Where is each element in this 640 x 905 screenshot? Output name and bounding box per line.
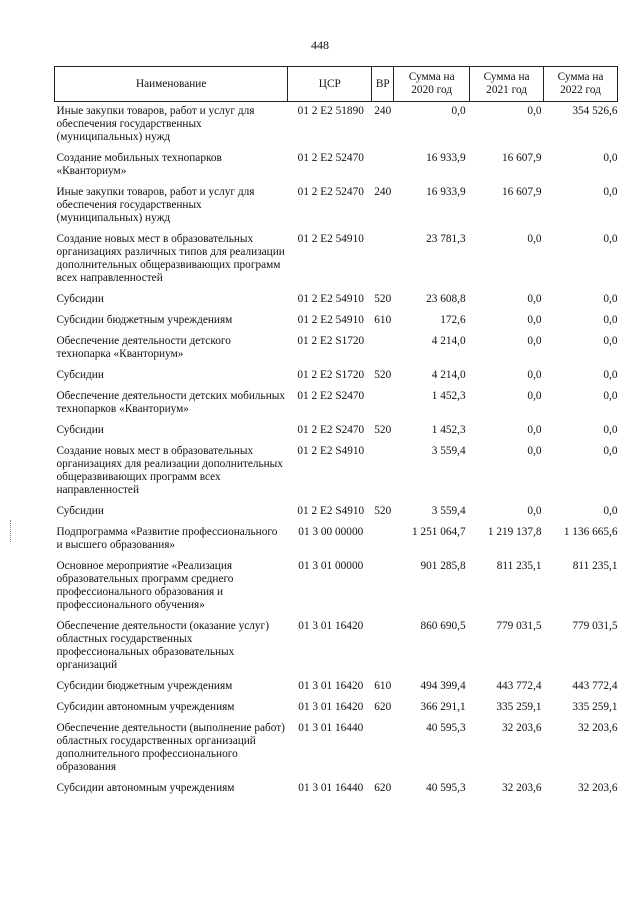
- row-sum-2022: 1 136 665,6: [563, 526, 618, 538]
- row-vr-code: [372, 617, 394, 677]
- row-sum-2021: 335 259,1: [496, 701, 542, 713]
- row-sum-2022: 0,0: [603, 335, 618, 347]
- row-csr-code: 01 3 00 00000: [298, 526, 364, 538]
- row-csr-code: 01 3 01 00000: [298, 560, 364, 572]
- row-vr-code: [372, 442, 394, 502]
- margin-scan-mark: [10, 520, 12, 542]
- row-csr-code: 01 2 E2 54910: [297, 233, 364, 245]
- table-row: [55, 149, 618, 183]
- row-csr-code: 01 3 01 16440: [298, 782, 364, 794]
- row-sum-2020: 1 452,3: [431, 424, 466, 436]
- row-vr-code: 610: [374, 680, 392, 692]
- row-sum-2020: 172,6: [440, 314, 466, 326]
- row-sum-2021: 0,0: [527, 505, 542, 517]
- row-name: Субсидии: [56, 505, 104, 517]
- column-header-vr: ВР: [372, 67, 394, 102]
- row-sum-2021: 0,0: [527, 424, 542, 436]
- row-csr-code: 01 3 01 16440: [298, 722, 364, 734]
- row-sum-2022: 0,0: [603, 424, 618, 436]
- row-name: Подпрограмма «Развитие профессионального и высшего образования»: [56, 526, 278, 551]
- table-row: [55, 557, 618, 617]
- row-name: Субсидии автономным учреждениям: [56, 782, 235, 794]
- table-row: [55, 366, 618, 387]
- row-sum-2021: 0,0: [527, 233, 542, 245]
- row-vr-code: [372, 387, 394, 421]
- row-sum-2022: 0,0: [603, 314, 618, 326]
- row-sum-2020: 23 781,3: [426, 233, 466, 245]
- row-vr-code: 610: [374, 314, 392, 326]
- row-csr-code: 01 2 E2 S2470: [297, 390, 365, 402]
- row-sum-2020: 366 291,1: [420, 701, 466, 713]
- row-sum-2021: 0,0: [527, 105, 542, 117]
- row-vr-code: 520: [374, 369, 392, 381]
- row-csr-code: 01 2 E2 52470: [297, 152, 364, 164]
- row-name: Субсидии автономным учреждениям: [56, 701, 235, 713]
- row-vr-code: [372, 332, 394, 366]
- row-vr-code: 520: [374, 293, 392, 305]
- row-sum-2022: 0,0: [603, 293, 618, 305]
- row-sum-2021: 16 607,9: [502, 186, 542, 198]
- table-body: [55, 102, 618, 801]
- row-sum-2020: 16 933,9: [426, 152, 466, 164]
- table-row: [55, 183, 618, 230]
- table-row: [55, 290, 618, 311]
- row-vr-code: 520: [374, 505, 392, 517]
- row-vr-code: 620: [374, 701, 392, 713]
- row-csr-code: 01 3 01 16420: [298, 701, 364, 713]
- row-sum-2020: 3 559,4: [431, 445, 466, 457]
- row-vr-code: 620: [374, 782, 392, 794]
- row-name: Обеспечение деятельности детского технопарка «Кванториум»: [56, 335, 231, 360]
- row-sum-2022: 335 259,1: [572, 701, 618, 713]
- row-vr-code: 240: [374, 105, 392, 117]
- row-name: Создание новых мест в образовательных организациях различных типов для реализации дополнительных общеразвивающих программ всех направленностей: [56, 233, 285, 284]
- row-sum-2020: 860 690,5: [420, 620, 466, 632]
- table-row: [55, 387, 618, 421]
- row-name: Основное мероприятие «Реализация образовательных программ среднего профессионального образования и профессионального обучения»: [56, 560, 234, 611]
- row-sum-2021: 1 219 137,8: [487, 526, 542, 538]
- row-csr-code: 01 2 E2 S1720: [297, 369, 365, 381]
- row-vr-code: [372, 557, 394, 617]
- row-csr-code: 01 2 E2 52470: [297, 186, 364, 198]
- budget-table: [54, 66, 618, 800]
- row-csr-code: 01 2 E2 S2470: [297, 424, 365, 436]
- row-sum-2020: 1 251 064,7: [411, 526, 466, 538]
- row-csr-code: 01 2 E2 54910: [297, 314, 364, 326]
- table-row: [55, 502, 618, 523]
- row-sum-2022: 32 203,6: [577, 722, 618, 734]
- row-csr-code: 01 3 01 16420: [298, 680, 364, 692]
- row-sum-2021: 0,0: [527, 390, 542, 402]
- row-sum-2020: 3 559,4: [431, 505, 466, 517]
- row-sum-2022: 0,0: [603, 445, 618, 457]
- row-csr-code: 01 2 E2 51890: [297, 105, 364, 117]
- column-header-csr: ЦСР: [288, 67, 372, 102]
- row-name: Создание мобильных технопарков «Кванториум»: [56, 152, 222, 177]
- row-sum-2020: 40 595,3: [426, 782, 466, 794]
- row-sum-2021: 443 772,4: [496, 680, 542, 692]
- row-csr-code: 01 2 E2 S4910: [297, 505, 365, 517]
- row-sum-2021: 0,0: [527, 293, 542, 305]
- row-sum-2021: 32 203,6: [502, 782, 542, 794]
- table-header: [55, 67, 618, 102]
- row-sum-2021: 779 031,5: [496, 620, 542, 632]
- row-name: Иные закупки товаров, работ и услуг для обеспечения государственных (муниципальных) нужд: [56, 186, 255, 224]
- row-name: Субсидии: [56, 369, 104, 381]
- row-csr-code: 01 2 E2 S4910: [297, 445, 365, 457]
- row-sum-2022: 0,0: [603, 186, 618, 198]
- row-vr-code: [372, 523, 394, 557]
- row-name: Субсидии: [56, 424, 104, 436]
- row-vr-code: 520: [374, 424, 392, 436]
- row-sum-2020: 0,0: [451, 105, 466, 117]
- row-sum-2020: 901 285,8: [420, 560, 466, 572]
- row-sum-2020: 16 933,9: [426, 186, 466, 198]
- row-csr-code: 01 2 E2 54910: [297, 293, 364, 305]
- row-sum-2021: 0,0: [527, 445, 542, 457]
- row-csr-code: 01 3 01 16420: [298, 620, 364, 632]
- row-sum-2020: 1 452,3: [431, 390, 466, 402]
- row-name: Иные закупки товаров, работ и услуг для обеспечения государственных (муниципальных) нужд: [56, 105, 255, 143]
- row-sum-2021: 0,0: [527, 335, 542, 347]
- row-sum-2020: 40 595,3: [426, 722, 466, 734]
- row-sum-2022: 811 235,1: [572, 560, 618, 572]
- table-row: [55, 311, 618, 332]
- row-sum-2022: 0,0: [603, 505, 618, 517]
- row-sum-2021: 0,0: [527, 369, 542, 381]
- row-sum-2022: 32 203,6: [577, 782, 618, 794]
- table-row: [55, 617, 618, 677]
- row-name: Создание новых мест в образовательных организациях для реализации дополнительных общеразвивающих программ всех направленностей: [56, 445, 283, 496]
- row-sum-2020: 4 214,0: [431, 335, 466, 347]
- row-sum-2021: 0,0: [527, 314, 542, 326]
- row-sum-2022: 779 031,5: [572, 620, 618, 632]
- row-sum-2022: 0,0: [603, 152, 618, 164]
- row-name: Обеспечение деятельности (оказание услуг) областных государственных профессиональных образовательных организаций: [56, 620, 269, 671]
- row-sum-2021: 32 203,6: [502, 722, 542, 734]
- page-number: 448: [311, 38, 329, 52]
- row-sum-2021: 811 235,1: [496, 560, 542, 572]
- table-row: [55, 332, 618, 366]
- row-name: Субсидии бюджетным учреждениям: [56, 314, 233, 326]
- row-sum-2022: 0,0: [603, 233, 618, 245]
- row-sum-2022: 443 772,4: [572, 680, 618, 692]
- row-sum-2020: 494 399,4: [420, 680, 466, 692]
- row-vr-code: [372, 719, 394, 779]
- column-header-sum-2021: Сумма на 2021 год: [470, 67, 544, 102]
- table-row: [55, 421, 618, 442]
- row-name: Субсидии: [56, 293, 104, 305]
- table-row: [55, 719, 618, 779]
- row-vr-code: 240: [374, 186, 392, 198]
- table-row: [55, 102, 618, 150]
- row-sum-2022: 0,0: [603, 390, 618, 402]
- table-row: [55, 442, 618, 502]
- table-row: [55, 677, 618, 698]
- row-sum-2021: 16 607,9: [502, 152, 542, 164]
- row-vr-code: [372, 149, 394, 183]
- table-row: [55, 779, 618, 800]
- row-csr-code: 01 2 E2 S1720: [297, 335, 365, 347]
- row-name: Субсидии бюджетным учреждениям: [56, 680, 233, 692]
- column-header-sum-2022: Сумма на 2022 год: [544, 67, 618, 102]
- table-row: [55, 230, 618, 290]
- row-sum-2020: 4 214,0: [431, 369, 466, 381]
- row-vr-code: [372, 230, 394, 290]
- column-header-name: Наименование: [55, 67, 288, 102]
- row-name: Обеспечение деятельности детских мобильных технопарков «Кванториум»: [56, 390, 285, 415]
- table-row: [55, 523, 618, 557]
- row-sum-2020: 23 608,8: [426, 293, 466, 305]
- row-sum-2022: 354 526,6: [572, 105, 618, 117]
- row-sum-2022: 0,0: [603, 369, 618, 381]
- table-row: [55, 698, 618, 719]
- row-name: Обеспечение деятельности (выполнение работ) областных государственных организаций дополнительного профессионального образования: [56, 722, 285, 773]
- column-header-sum-2020: Сумма на 2020 год: [394, 67, 470, 102]
